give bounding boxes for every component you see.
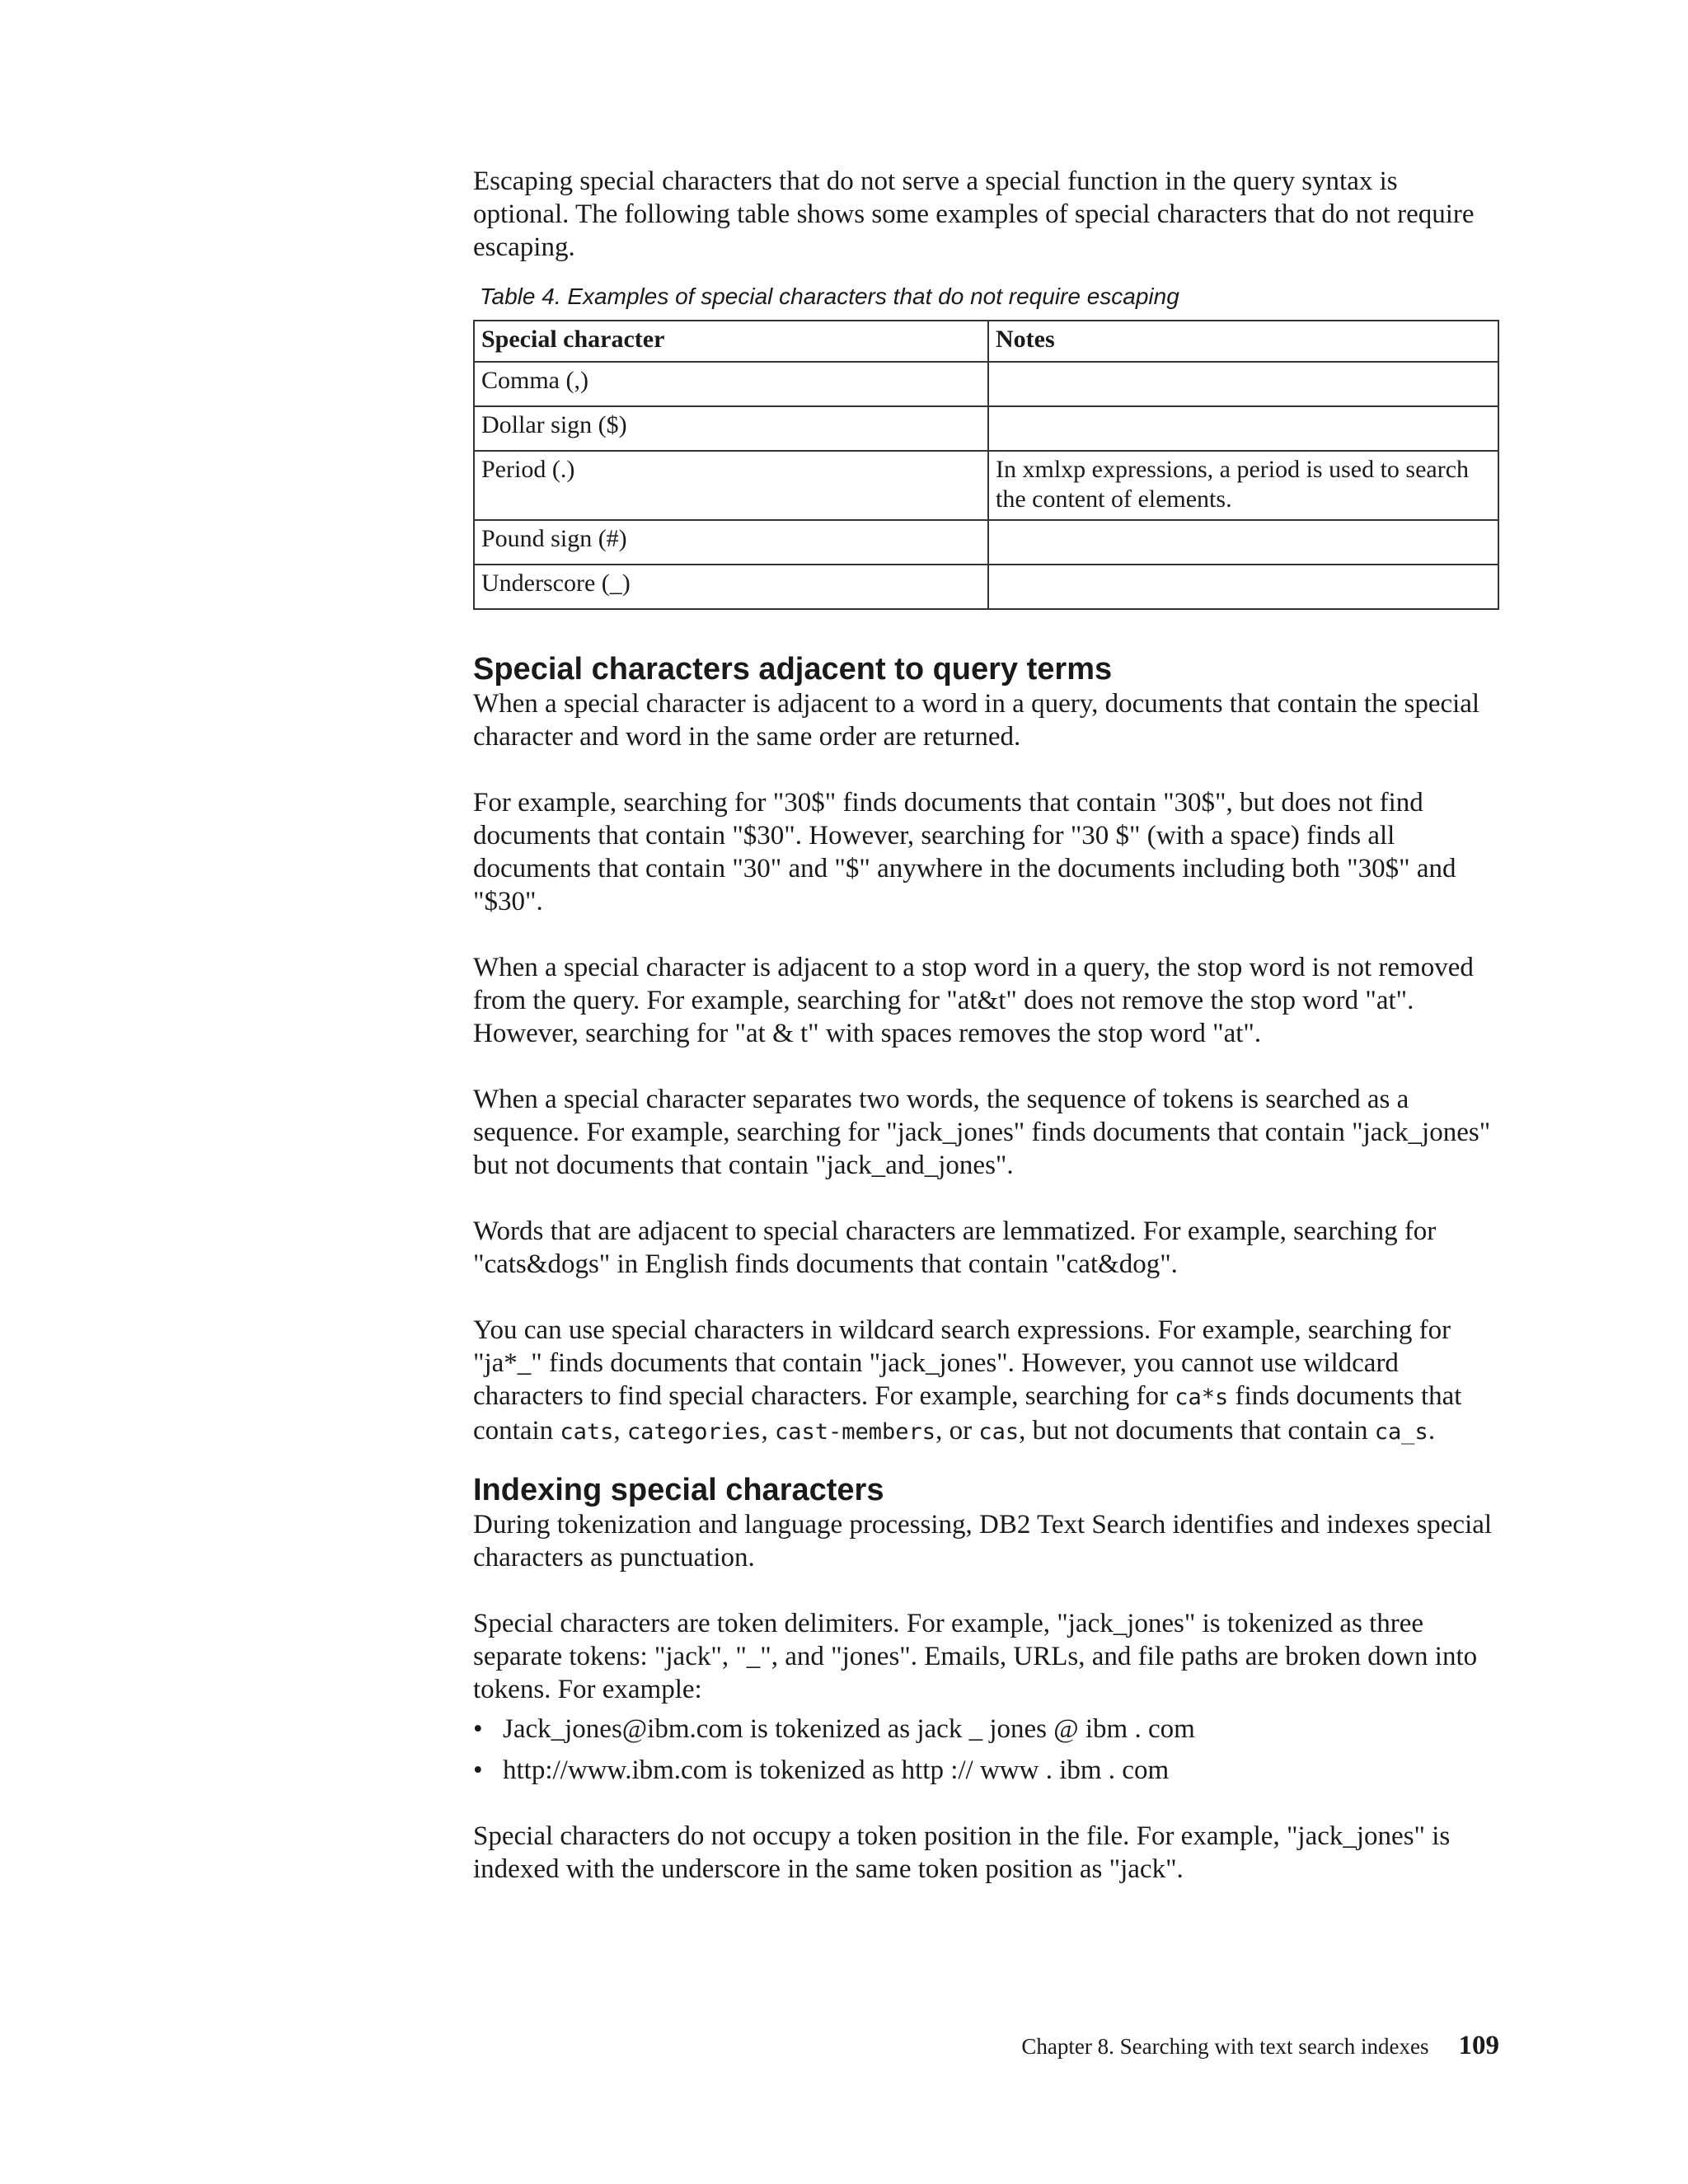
section-heading-adjacent: Special characters adjacent to query terms	[473, 652, 1113, 687]
paragraph: Words that are adjacent to special characters are lemmatized. For example, searching for "cats&dogs" in English finds documents that contain "cat&dog".	[473, 1216, 1437, 1279]
list-item-text: http://www.ibm.com is tokenized as http :// www . ibm . com	[503, 1755, 1170, 1785]
paragraph: For example, searching for "30$" finds documents that contain "30$", but does not find documents that contain "$30". However, searching for "30 $" (with a space) finds all documents that contain "30" and "$" anywhere in the documents including both "30$" and "$30".	[473, 788, 1456, 916]
table-cell: Period (.)	[474, 451, 988, 520]
paragraph: Special characters do not occupy a token position in the file. For example, "jack_jones" is indexed with the underscore in the same token position as "jack".	[473, 1821, 1451, 1884]
chapter-title: Chapter 8. Searching with text search indexes	[1021, 2034, 1429, 2059]
inline-code: cas	[978, 1419, 1020, 1445]
paragraph: When a special character is adjacent to a word in a query, documents that contain the special character and word in the same order are returned.	[473, 689, 1480, 752]
inline-code: ca*s	[1175, 1385, 1229, 1410]
bullet-icon: •	[473, 1755, 483, 1785]
table-row	[474, 451, 1498, 520]
column-header-notes: Notes	[988, 321, 1498, 362]
section-heading-indexing: Indexing special characters	[473, 1473, 884, 1507]
page-number: 109	[1458, 2031, 1499, 2060]
paragraph: During tokenization and language processing, DB2 Text Search identifies and indexes special characters as punctuation.	[473, 1510, 1493, 1572]
table-row	[474, 406, 1498, 451]
text-run: .	[1428, 1416, 1436, 1446]
table-cell	[988, 362, 1498, 406]
wildcard-paragraph	[473, 1314, 1499, 1449]
list-item-text: Jack_jones@ibm.com is tokenized as jack _ jones @ ibm . com	[503, 1714, 1195, 1744]
inline-code: cats	[560, 1419, 614, 1445]
text-run: ,	[761, 1416, 775, 1446]
text-run: , but not documents that contain	[1019, 1416, 1375, 1446]
special-characters-table	[473, 320, 1499, 610]
inline-code: categories	[626, 1419, 762, 1445]
page-content	[473, 165, 1499, 1919]
table-caption: Table 4. Examples of special characters that do not require escaping	[480, 284, 1179, 309]
table-cell: Underscore (_)	[474, 565, 988, 609]
paragraph: Special characters are token delimiters. For example, "jack_jones" is tokenized as three separate tokens: "jack", "_", and "jones". Emails, URLs, and file paths are broken down into tokens. For example:	[473, 1609, 1478, 1704]
table-row	[474, 520, 1498, 565]
bullet-icon: •	[473, 1714, 483, 1744]
list-item	[473, 1754, 1499, 1787]
text-run: , or	[935, 1416, 979, 1446]
text-run: finds documents that contain	[473, 1381, 1462, 1446]
table-cell: Pound sign (#)	[474, 520, 988, 565]
table-row	[474, 565, 1498, 609]
text-run: You can use special characters in wildcard search expressions. For example, searching for "ja*_" finds documents that contain "jack_jones". However, you cannot use wildcard characters to find special characters. For example, searching for	[473, 1315, 1451, 1411]
list-item	[473, 1713, 1499, 1746]
text-run: ,	[613, 1416, 627, 1446]
inline-code: ca_s	[1374, 1419, 1428, 1445]
table-cell: Comma (,)	[474, 362, 988, 406]
table-cell	[988, 406, 1498, 451]
table-cell	[988, 520, 1498, 565]
paragraph: When a special character is adjacent to a stop word in a query, the stop word is not removed from the query. For example, searching for "at&t" does not remove the stop word "at". However, searching for "at & t" with spaces removes the stop word "at".	[473, 953, 1474, 1048]
page-footer	[473, 2029, 1499, 2063]
column-header-special-character: Special character	[474, 321, 988, 362]
table-header-row	[474, 321, 1498, 362]
inline-code: cast-members	[774, 1419, 936, 1445]
tokenization-examples-list	[473, 1713, 1499, 1787]
table-cell: Dollar sign ($)	[474, 406, 988, 451]
intro-paragraph: Escaping special characters that do not serve a special function in the query syntax is optional. The following table shows some examples of special characters that do not require escaping.	[473, 166, 1475, 262]
table-cell: In xmlxp expressions, a period is used to search the content of elements.	[988, 451, 1498, 520]
table-row	[474, 362, 1498, 406]
table-cell	[988, 565, 1498, 609]
paragraph: When a special character separates two words, the sequence of tokens is searched as a sequence. For example, searching for "jack_jones" finds documents that contain "jack_jones" but not documents that contain "jack_and_jones".	[473, 1085, 1491, 1180]
